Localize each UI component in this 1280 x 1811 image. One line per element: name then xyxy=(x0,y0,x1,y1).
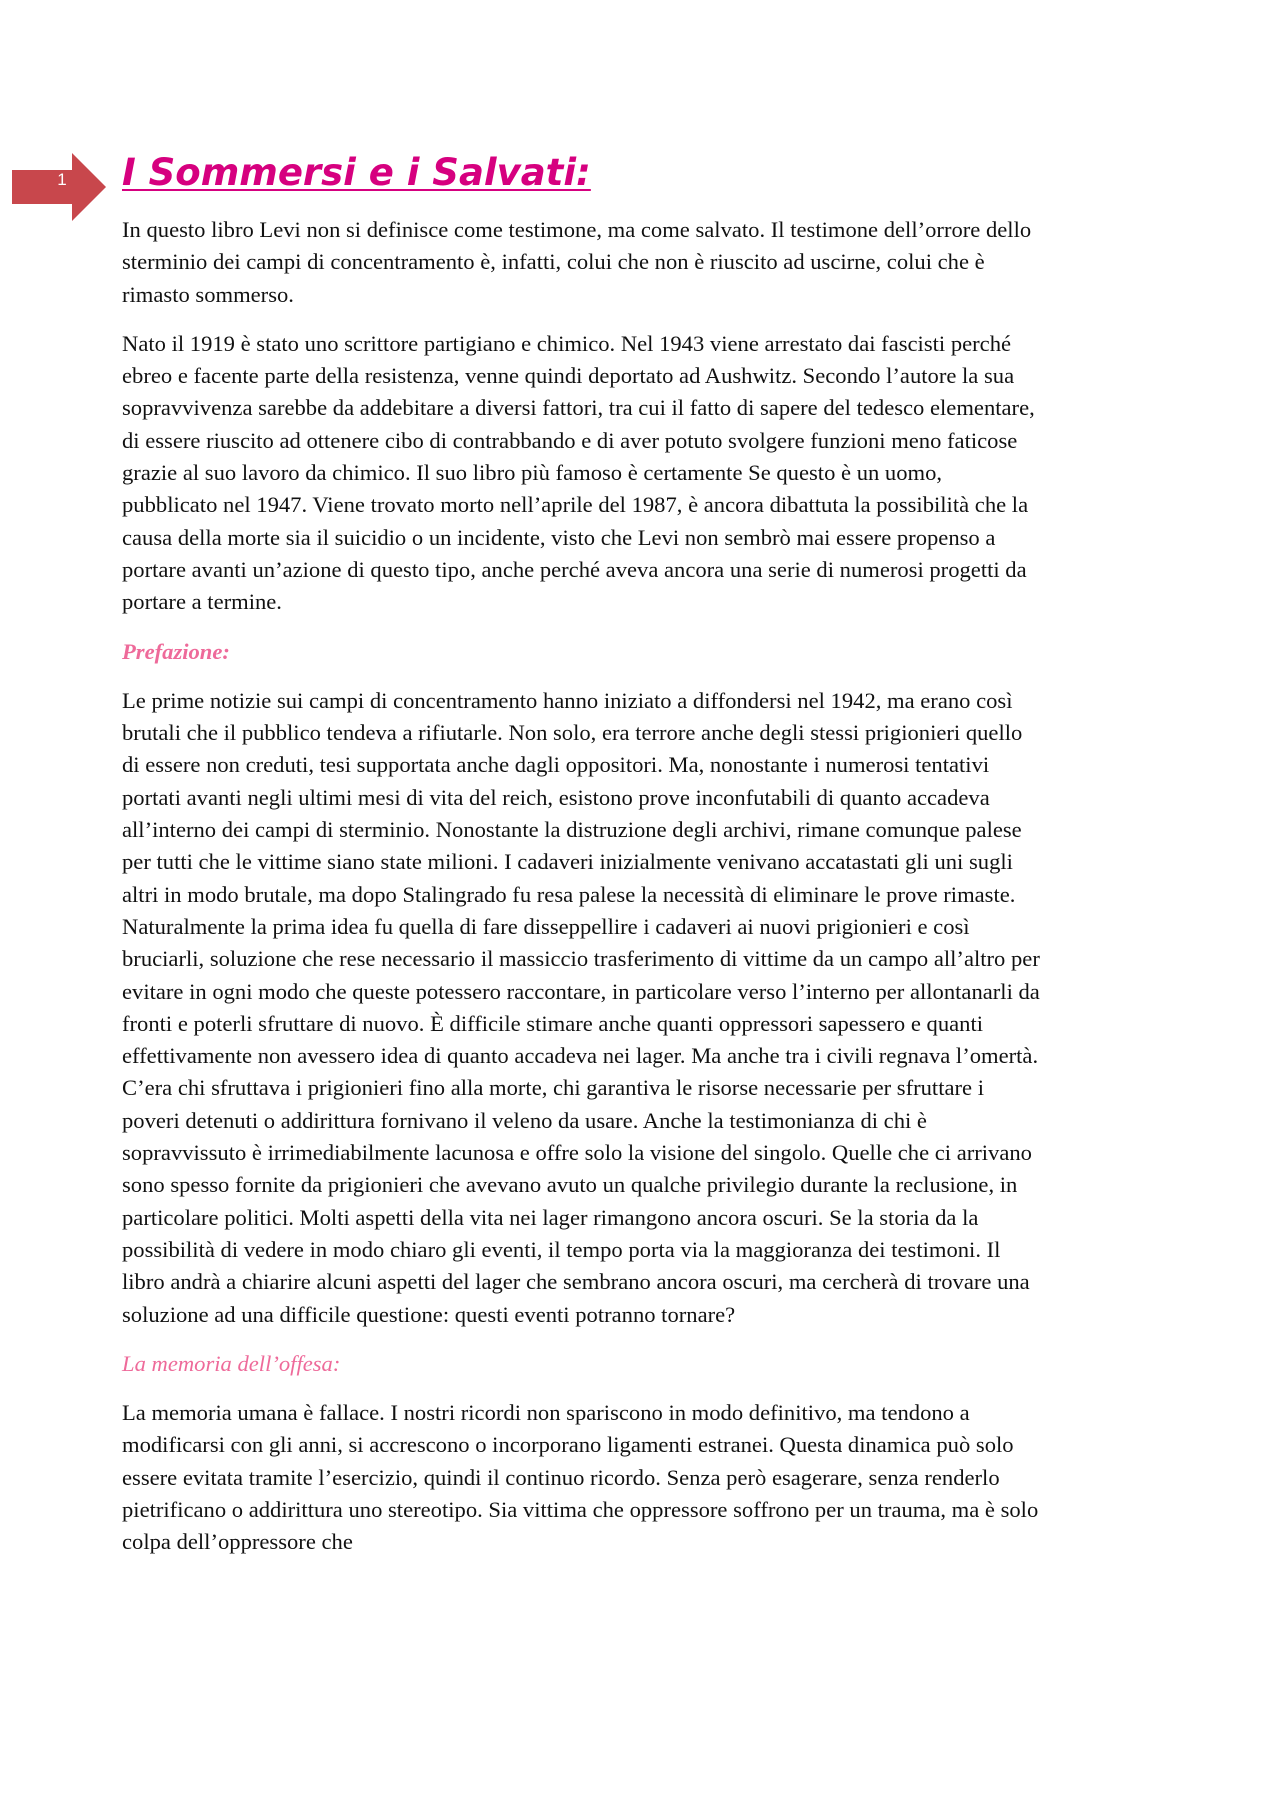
document-body xyxy=(122,150,1042,1576)
paragraph-intro: In questo libro Levi non si definisce come testimone, ma come salvato. Il testimone dell’orrore dello sterminio dei campi di concentramento è, infatti, colui che non è riuscito ad uscirne, colui che è rimasto sommerso. xyxy=(122,217,1032,307)
page-number: 1 xyxy=(57,170,67,189)
heading-memoria-offesa: La memoria dell’offesa: xyxy=(122,1350,341,1376)
heading-prefazione: Prefazione: xyxy=(122,638,230,664)
paragraph-memoria: La memoria umana è fallace. I nostri ricordi non spariscono in modo definitivo, ma tendono a modificarsi con gli anni, si accrescono o incorporano ligamenti estranei. Questa dinamica può solo essere evitata tramite l’esercizio, quindi il continuo ricordo. Senza però esagerare, senza renderlo pietrificano o addirittura uno stereotipo. Sia vittima che oppressore soffrono per un trauma, ma è solo colpa dell’oppressore che xyxy=(122,1400,1039,1555)
paragraph-prefazione: Le prime notizie sui campi di concentramento hanno iniziato a diffondersi nel 1942, ma erano così brutali che il pubblico tendeva a rifiutarle. Non solo, era terrore anche degli stessi prigionieri quello di essere non creduti, tesi supportata anche dagli oppositori. Ma, nonostante i numerosi tentativi portati avanti negli ultimi mesi di vita del reich, esistono prove inconfutabili di quanto accadeva all’interno dei campi di sterminio. Nonostante la distruzione degli archivi, rimane comunque palese per tutti che le vittime siano state milioni. I cadaveri inizialmente venivano accatastati gli uni sugli altri in modo brutale, ma dopo Stalingrado fu resa palese la necessità di eliminare le prove rimaste. Naturalmente la prima idea fu quella di fare disseppellire i cadaveri ai nuovi prigionieri e così bruciarli, soluzione che rese necessario il massiccio trasferimento di vittime da un campo all’altro per evitare in ogni modo che queste potessero raccontare, in particolare verso l’interno per allontanarli da fronti e poterli sfruttare di nuovo. È difficile stimare anche quanti oppressori sapessero e quanti effettivamente non avessero idea di quanto accadeva nei lager. Ma anche tra i civili regnava l’omertà. C’era chi sfruttava i prigionieri fino alla morte, chi garantiva le risorse necessarie per sfruttare i poveri detenuti o addirittura fornivano il veleno da usare. Anche la testimonianza di chi è sopravvissuto è irrimediabilmente lacunosa e offre solo la visione del singolo. Quelle che ci arrivano sono spesso fornite da prigionieri che avevano avuto un qualche privilegio durante la reclusione, in particolare politici. Molti aspetti della vita nei lager rimangono ancora oscuri. Se la storia da la possibilità di vedere in modo chiaro gli eventi, il tempo porta via la maggioranza dei testimoni. Il libro andrà a chiarire alcuni aspetti del lager che sembrano ancora oscuri, ma cercherà di trovare una soluzione ad una difficile questione: questi eventi potranno tornare? xyxy=(122,687,1040,1327)
paragraph-biography: Nato il 1919 è stato uno scrittore partigiano e chimico. Nel 1943 viene arrestato dai fascisti perché ebreo e facente parte della resistenza, venne quindi deportato ad Aushwitz. Secondo l’autore la sua sopravvivenza sarebbe da addebitare a diversi fattori, tra cui il fatto di sapere del tedesco elementare, di essere riuscito ad ottenere cibo di contrabbando e di aver potuto svolgere funzioni meno faticose grazie al suo lavoro da chimico. Il suo libro più famoso è certamente Se questo è un uomo, pubblicato nel 1947. Viene trovato morto nell’aprile del 1987, è ancora dibattuta la possibilità che la causa della morte sia il suicidio o un incidente, visto che Levi non sembrò mai essere propenso a portare avanti un’azione di questo tipo, anche perché aveva ancora una serie di numerosi progetti da portare a termine. xyxy=(122,330,1035,615)
document-title: I Sommersi e i Salvati: xyxy=(122,151,591,194)
